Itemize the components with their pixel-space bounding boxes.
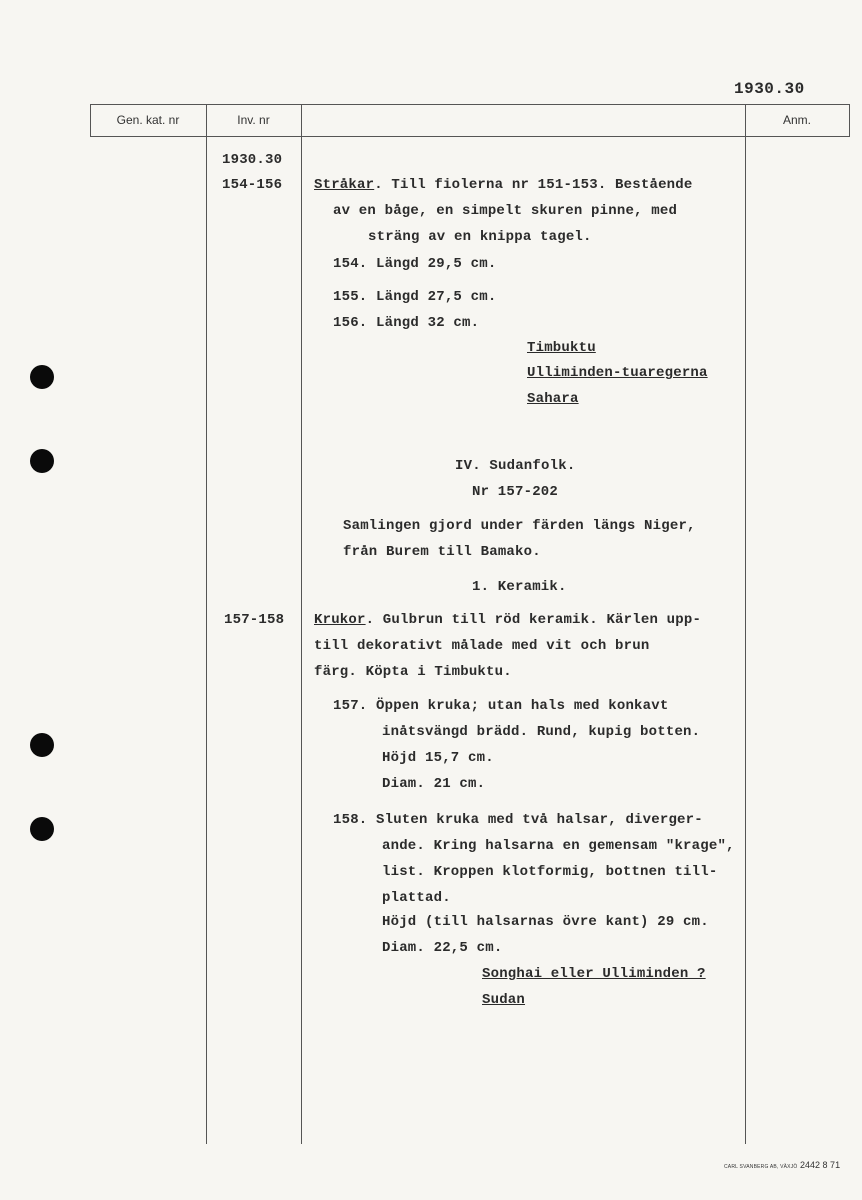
section-heading: IV. Sudanfolk.: [455, 458, 576, 474]
section-intro-2: från Burem till Bamako.: [343, 544, 541, 560]
punch-hole-1: [30, 365, 54, 389]
attribution-sudan: Sudan: [482, 992, 526, 1008]
inv-year: 1930.30: [222, 152, 283, 168]
table-top-border: [90, 104, 850, 105]
section-subheading: Nr 157-202: [472, 484, 559, 500]
entry1-title: Stråkar: [314, 177, 375, 193]
item-158-line5: Höjd (till halsarnas övre kant) 29 cm.: [382, 914, 709, 930]
section-intro-1: Samlingen gjord under färden längs Niger,: [343, 518, 696, 534]
item-157-line3: Höjd 15,7 cm.: [382, 750, 494, 766]
punch-hole-4: [30, 817, 54, 841]
printer-name: CARL SVANBERG AB, VÄXJÖ: [724, 1164, 798, 1170]
header-gen-kat-nr: Gen. kat. nr: [116, 113, 180, 127]
entry1-line1: [314, 177, 692, 193]
inv-range-157-158: 157-158: [224, 612, 285, 628]
item-157-line1: 157. Öppen kruka; utan hals med konkavt: [333, 698, 669, 714]
item-157-line2: inåtsvängd brädd. Rund, kupig botten.: [382, 724, 701, 740]
item-155: 155. Längd 27,5 cm.: [333, 289, 497, 305]
entry1-line2: av en båge, en simpelt skuren pinne, med: [333, 203, 678, 219]
subsection-heading: 1. Keramik.: [472, 579, 567, 595]
header-inv-nr: Inv. nr: [237, 113, 270, 127]
column-divider-2: [301, 104, 302, 1144]
entry2-line2: till dekorativt målade med vit och brun: [314, 638, 650, 654]
header-anm: Anm.: [782, 113, 811, 127]
column-divider-3: [745, 104, 746, 1144]
entry2-text1: . Gulbrun till röd keramik. Kärlen upp-: [365, 612, 702, 628]
place-sahara: Sahara: [527, 391, 579, 407]
form-code: 2442 8 71: [800, 1160, 841, 1170]
page-number: 1930.30: [734, 80, 805, 98]
printer-stamp: [724, 1160, 840, 1170]
entry1-line3: sträng av en knippa tagel.: [368, 229, 592, 245]
item-157-line4: Diam. 21 cm.: [382, 776, 486, 792]
place-ulliminden: Ulliminden-tuaregerna: [527, 365, 708, 381]
item-158-line3: list. Kroppen klotformig, bottnen till-: [382, 864, 718, 880]
item-158-line6: Diam. 22,5 cm.: [382, 940, 503, 956]
place-timbuktu: Timbuktu: [527, 340, 596, 356]
item-156: 156. Längd 32 cm.: [333, 315, 480, 331]
attribution-songhai: Songhai eller Ulliminden ?: [482, 966, 706, 982]
entry2-title: Krukor: [314, 612, 366, 628]
entry1-text1: . Till fiolerna nr 151-153. Bestående: [374, 177, 693, 193]
table-header-border: [90, 136, 850, 137]
item-154: 154. Längd 29,5 cm.: [333, 256, 497, 272]
item-158-line4: plattad.: [382, 890, 451, 906]
punch-hole-2: [30, 449, 54, 473]
column-divider-1: [206, 104, 207, 1144]
item-158-line1: 158. Sluten kruka med två halsar, diverger-: [333, 812, 703, 828]
table-right-border: [849, 104, 850, 137]
inv-range-154-156: 154-156: [222, 177, 283, 193]
entry2-line1: [314, 612, 701, 628]
item-158-line2: ande. Kring halsarna en gemensam "krage",: [382, 838, 735, 854]
entry2-line3: färg. Köpta i Timbuktu.: [314, 664, 512, 680]
punch-hole-3: [30, 733, 54, 757]
